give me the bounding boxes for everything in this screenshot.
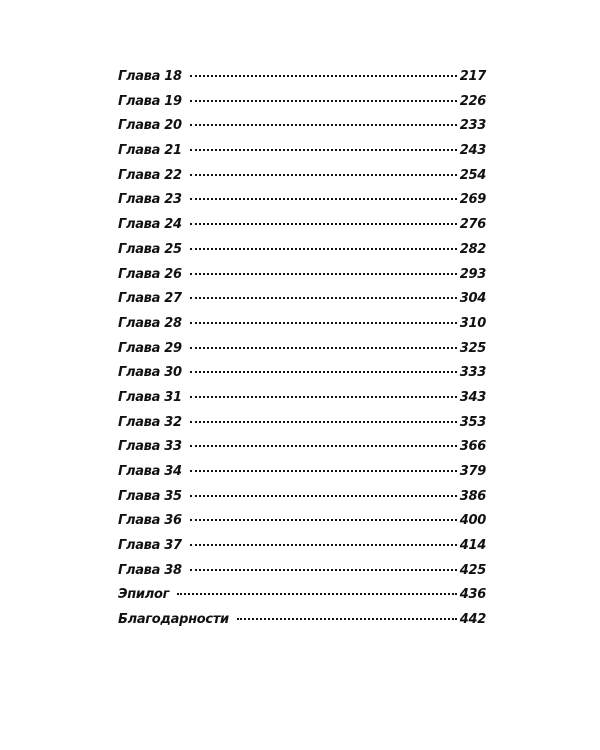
toc-entry-page: 400 <box>459 513 486 529</box>
dot-leader <box>190 75 457 77</box>
toc-entry-title: Глава 36 <box>118 513 182 529</box>
toc-entry-page: 442 <box>459 612 486 628</box>
toc-entry-title: Глава 38 <box>118 562 182 578</box>
dot-leader <box>190 470 457 472</box>
dot-leader <box>190 149 457 151</box>
dot-leader <box>237 618 457 620</box>
dot-leader <box>190 495 457 497</box>
toc-entry-page: 304 <box>459 291 486 307</box>
toc-entry-page: 325 <box>459 340 486 356</box>
toc-entry-page: 243 <box>459 143 486 159</box>
toc-entry-page: 353 <box>459 414 486 430</box>
toc-entry-title: Глава 22 <box>118 167 182 183</box>
toc-entry-page: 436 <box>459 587 486 603</box>
dot-leader <box>190 273 457 275</box>
toc-entry-page: 254 <box>459 167 486 183</box>
toc-entry-title: Глава 21 <box>118 143 182 159</box>
toc-entry-title: Глава 26 <box>118 266 182 282</box>
toc-entry-page: 233 <box>459 118 486 134</box>
dot-leader <box>190 322 457 324</box>
toc-entry-title: Глава 27 <box>118 291 182 307</box>
dot-leader <box>190 347 457 349</box>
toc-entry-title: Глава 20 <box>118 118 182 134</box>
toc-entry[interactable] <box>118 464 486 489</box>
toc-entry-title: Глава 18 <box>118 69 182 84</box>
toc-entry-page: 217 <box>459 69 486 84</box>
dot-leader <box>190 396 457 398</box>
toc-entry[interactable] <box>118 439 486 464</box>
toc-entry-title: Глава 24 <box>118 217 182 233</box>
toc-entry-title: Глава 19 <box>118 93 182 109</box>
toc-entry-page: 293 <box>459 266 486 282</box>
toc-entry-title: Глава 35 <box>118 488 182 504</box>
toc-entry[interactable] <box>118 513 486 538</box>
toc-entry[interactable] <box>118 267 486 292</box>
toc-entry-page: 333 <box>459 365 486 381</box>
toc-entry-page: 343 <box>459 389 486 405</box>
toc-entry[interactable] <box>118 143 486 168</box>
toc-entry-title: Глава 32 <box>118 414 182 430</box>
dot-leader <box>190 445 457 447</box>
toc-entry[interactable] <box>118 192 486 217</box>
toc-entry-title: Глава 37 <box>118 538 182 554</box>
toc-entry[interactable] <box>118 538 486 563</box>
toc-entry-title: Глава 34 <box>118 464 182 479</box>
toc-entry-page: 282 <box>459 241 486 257</box>
toc-entry-title: Глава 23 <box>118 192 182 208</box>
toc-entry[interactable] <box>118 217 486 242</box>
dot-leader <box>190 174 457 176</box>
toc-entry-title: Глава 28 <box>118 315 182 331</box>
toc-entry-page: 366 <box>459 439 486 455</box>
dot-leader <box>190 544 457 546</box>
dot-leader <box>190 297 457 299</box>
toc-entry[interactable] <box>118 291 486 316</box>
toc-entry[interactable] <box>118 341 486 366</box>
dot-leader <box>190 519 457 521</box>
toc-entry[interactable] <box>118 316 486 341</box>
toc-entry-title: Глава 29 <box>118 340 182 356</box>
dot-leader <box>190 248 457 250</box>
toc-entry-title: Глава 25 <box>118 241 182 257</box>
toc-entry[interactable] <box>118 94 486 119</box>
dot-leader <box>190 100 457 102</box>
table-of-contents <box>118 69 486 637</box>
toc-entry[interactable] <box>118 612 486 637</box>
toc-entry-page: 386 <box>459 488 486 504</box>
toc-entry-title: Глава 31 <box>118 389 182 405</box>
dot-leader <box>190 421 457 423</box>
toc-entry-page: 425 <box>459 562 486 578</box>
dot-leader <box>177 593 457 595</box>
toc-entry[interactable] <box>118 168 486 193</box>
toc-entry-title: Глава 33 <box>118 439 182 455</box>
toc-entry-page: 276 <box>459 217 486 233</box>
toc-entry[interactable] <box>118 415 486 440</box>
toc-entry[interactable] <box>118 489 486 514</box>
toc-entry[interactable] <box>118 69 486 94</box>
toc-entry[interactable] <box>118 118 486 143</box>
toc-entry-title: Благодарности <box>118 612 229 628</box>
dot-leader <box>190 569 457 571</box>
dot-leader <box>190 124 457 126</box>
toc-entry-title: Эпилог <box>118 587 170 603</box>
toc-entry-page: 269 <box>459 192 486 208</box>
toc-entry-page: 310 <box>459 315 486 331</box>
toc-entry[interactable] <box>118 390 486 415</box>
dot-leader <box>190 198 457 200</box>
toc-entry-page: 414 <box>459 538 486 554</box>
dot-leader <box>190 223 457 225</box>
toc-entry[interactable] <box>118 563 486 588</box>
toc-entry-page: 226 <box>459 93 486 109</box>
toc-entry[interactable] <box>118 242 486 267</box>
toc-entry[interactable] <box>118 587 486 612</box>
dot-leader <box>190 371 457 373</box>
toc-entry[interactable] <box>118 365 486 390</box>
toc-entry-title: Глава 30 <box>118 365 182 381</box>
toc-entry-page: 379 <box>459 464 486 479</box>
